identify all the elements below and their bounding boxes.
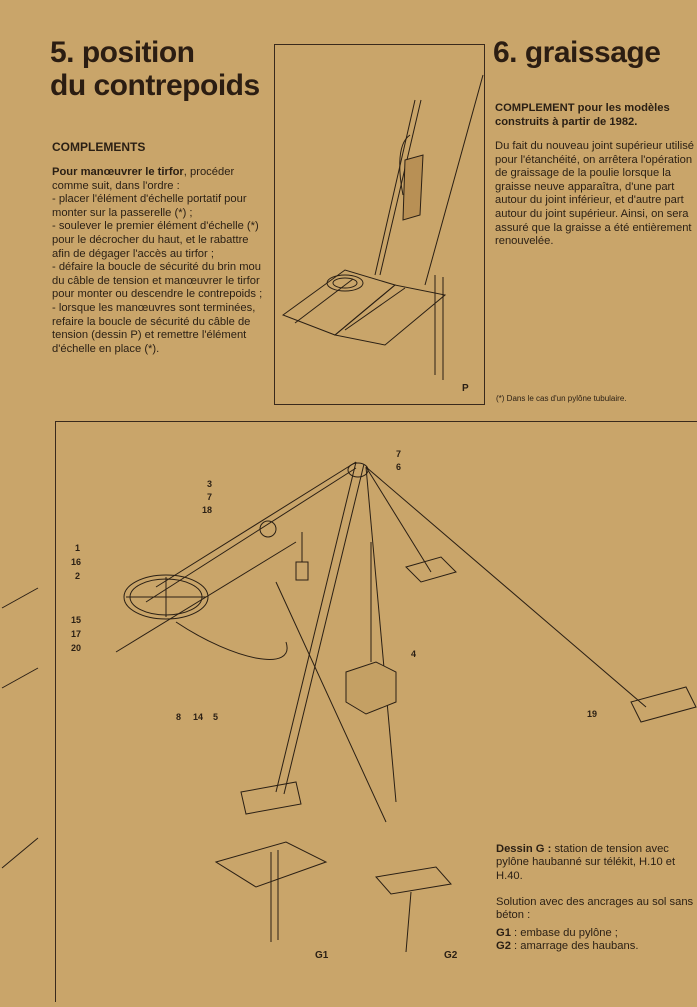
section-5-title <box>50 36 270 102</box>
callout-3: 3 <box>207 479 213 489</box>
g1-rest: : embase du pylône ; <box>510 926 618 939</box>
procedure-step: - placer l'élément d'échelle portatif pour monter sur la passerelle (*) ; <box>52 193 247 219</box>
margin-strokes <box>0 580 40 880</box>
procedure-intro <box>52 166 267 193</box>
procedure-step: - soulever le premier élément d'échelle (*) pour le décrocher du haut, et le rabattre afin de dégager l'accès au tirfor ; <box>52 220 259 260</box>
callout-8: 8 <box>176 712 182 722</box>
caption-bold: Dessin G : <box>496 843 552 855</box>
solution-text: Solution avec des ancrages au sol sans béton : <box>496 896 694 922</box>
procedure-text <box>52 166 267 356</box>
callout-2: 2 <box>75 571 81 581</box>
g2-label: G2 <box>444 950 458 961</box>
callout-1: 1 <box>75 543 81 553</box>
section-6-title: 6. graissage <box>493 36 661 69</box>
callout-18: 18 <box>202 505 213 515</box>
g2-bold: G2 <box>496 940 511 953</box>
drawing-p-frame <box>274 44 485 405</box>
complements-heading: COMPLEMENTS <box>52 140 146 154</box>
intro-rest: , procéder comme suit, dans l'ordre : <box>52 166 235 192</box>
title-line-1: 5. position <box>50 36 195 69</box>
anchoring-solution <box>496 896 696 954</box>
callout-14: 14 <box>193 712 204 722</box>
g1-bold: G1 <box>496 926 511 939</box>
title-line-2: du contrepoids <box>50 69 260 102</box>
callout-16: 16 <box>71 557 82 567</box>
callout-5: 5 <box>213 712 219 722</box>
callout-6: 6 <box>396 462 402 472</box>
intro-bold: Pour manœuvrer le tirfor <box>52 166 184 178</box>
greasing-text: Du fait du nouveau joint supérieur utilisé pour l'étanchéité, on arrêtera l'opération de graissage de la poulie lorsque la graisse neuve apparaîtra, d'une part autour du joint inférieur, et d'autre part autour du joint supérieur. Ainsi, on sera assuré que la graisse a été entièrement renouvelée. <box>495 140 695 248</box>
callout-20: 20 <box>71 643 82 653</box>
callout-7-top: 7 <box>396 449 402 459</box>
callout-19: 19 <box>587 709 598 719</box>
callout-15: 15 <box>71 615 82 625</box>
drawing-p-label: P <box>462 383 469 394</box>
drawing-g-caption <box>496 843 696 883</box>
caption-rest: station de tension avec pylône haubanné sur télékit, H.10 et H.40. <box>496 843 676 882</box>
callout-17: 17 <box>71 629 82 639</box>
footnote: (*) Dans le cas d'un pylône tubulaire. <box>496 394 627 403</box>
drawing-p-illustration <box>275 45 484 404</box>
procedure-step: - défaire la boucle de sécurité du brin mou du câble de tension et manœuvrer le tirfor pour monter ou descendre le contrepoids ; <box>52 261 263 301</box>
g1-label: G1 <box>315 950 329 961</box>
callout-4: 4 <box>411 649 417 659</box>
complement-heading: COMPLEMENT pour les modèles construits à partir de 1982. <box>495 102 670 128</box>
procedure-step: - lorsque les manœuvres sont terminées, refaire la boucle de sécurité du câble de tension (dessin P) et remettre l'élément d'échelle en place (*). <box>52 301 256 355</box>
g2-rest: : amarrage des haubans. <box>510 940 639 953</box>
callout-7: 7 <box>207 492 213 502</box>
